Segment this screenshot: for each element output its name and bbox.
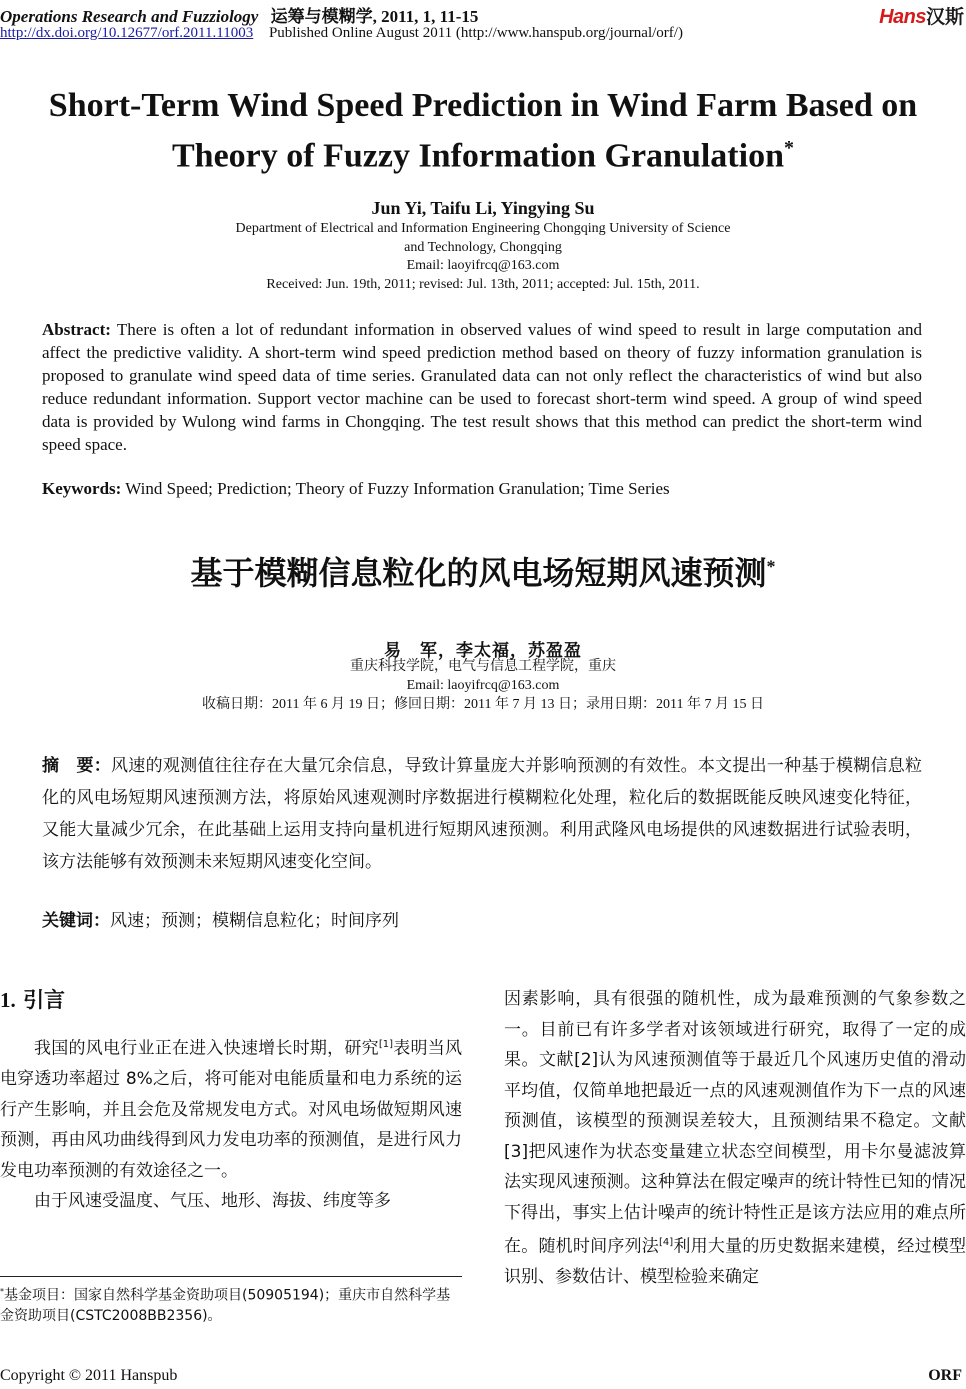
title-line-1: Short-Term Wind Speed Prediction in Wind Farm Based on xyxy=(48,87,918,124)
keywords-label-en: Keywords: xyxy=(42,479,122,498)
published-note: Published Online August 2011 (http://www.hanspub.org/journal/orf/) xyxy=(268,25,683,41)
copyright-notice: Copyright © 2011 Hanspub xyxy=(0,1367,178,1384)
journal-name: Operations Research and Fuzziology xyxy=(0,7,259,26)
section-number: 1. xyxy=(0,988,16,1012)
affiliation-cn: 重庆科技学院，电气与信息工程学院，重庆 xyxy=(350,659,616,674)
section-title: 引言 xyxy=(23,988,66,1012)
authors-en: Jun Yi, Taifu Li, Yingying Su xyxy=(371,198,595,218)
title-cn-text: 基于模糊信息粒化的风电场短期风速预测 xyxy=(190,554,767,592)
keywords-en xyxy=(42,479,922,499)
affiliation-line-1: Department of Electrical and Information Engineering Chongqing University of Science xyxy=(235,221,731,236)
title-footnote-mark: * xyxy=(783,137,794,159)
abstract-text-cn: 风速的观测值往往存在大量冗余信息，导致计算量庞大并影响预测的有效性。本文提出一种基于模糊信息粒化的风电场短期风速预测方法，将原始风速观测时序数据进行模糊粒化处理，粒化后的数据既能反映风速变化特征，又能大量减少冗余，在此基础上运用支持向量机进行短期风速预测。利用武隆风电场提供的风速数据进行试验表明，该方法能够有效预测未来短期风速变化空间。 xyxy=(42,756,923,872)
citation-1[interactable]: [1] xyxy=(378,1039,394,1050)
footnote-mark: * xyxy=(0,1287,4,1296)
citation-4[interactable]: [4] xyxy=(659,1237,674,1248)
paragraph-2: 由于风速受温度、气压、地形、海拔、纬度等多 xyxy=(34,1191,391,1212)
paper-title-cn xyxy=(0,548,966,594)
keywords-text-cn: 风速；预测；模糊信息粒化；时间序列 xyxy=(110,911,399,931)
body-column-left xyxy=(0,1030,462,1217)
affiliation-line-2: and Technology, Chongqing xyxy=(404,239,562,255)
paragraph-2-continued xyxy=(504,984,966,1293)
abstract-label-en: Abstract: xyxy=(42,320,111,339)
abstract-cn xyxy=(42,750,922,878)
affiliation-en xyxy=(0,220,966,294)
section-heading xyxy=(0,984,65,1014)
doi-link[interactable]: http://dx.doi.org/10.12677/orf.2011.11003 xyxy=(0,25,254,41)
paragraph-1-text-a: 我国的风电行业正在进入快速增长时期，研究 xyxy=(34,1038,379,1059)
paragraph-2-text-a: 因素影响，具有很强的随机性，成为最难预测的气象参数之一。目前已有许多学者对该领域进行研究，取得了一定的成果。文献[2]认为风速预测值等于最近几个风速历史值的滑动平均值，仅简单地把最近一点的风速观测值作为下一点的风速预测值，该模型的预测误差较大，且预测结果不稳定。文献[3]把风速作为状态变量建立状态空间模型，用卡尔曼滤波算法实现风速预测。这种算法在假定噪声的统计特性已知的情况下得出，事实上估计噪声的统计特性正是该方法应用的难点所在。随机时间序列法 xyxy=(504,989,966,1257)
paragraph-2-text-b: 利用大量的历史数据来建模，经过模型识别、参数估计、模型检验来确定 xyxy=(504,1236,966,1288)
keywords-label-cn: 关键词： xyxy=(42,911,110,931)
body-column-right xyxy=(504,984,966,1293)
title-cn-footnote-mark: * xyxy=(766,556,776,577)
keywords-text-en: Wind Speed; Prediction; Theory of Fuzzy Information Granulation; Time Series xyxy=(125,479,670,498)
paragraph-1-text-b: 表明当风电穿透功率超过 8%之后，将可能对电能质量和电力系统的运行产生影响，并且会危及常规发电方式。对风电场做短期风速预测，再由风功曲线得到风力发电功率的预测值，是进行风力发电功率预测的有效途径之一。 xyxy=(0,1038,463,1181)
abstract-label-cn: 摘 要： xyxy=(42,756,112,776)
paragraph-1 xyxy=(0,1030,462,1186)
keywords-cn xyxy=(42,906,922,931)
paper-title-en xyxy=(0,84,966,177)
logo-text-en: Hans xyxy=(879,6,926,28)
email-en: Email: laoyifrcq@163.com xyxy=(406,258,560,273)
abstract-en xyxy=(42,318,922,456)
running-header-journal xyxy=(0,2,478,27)
authors-cn: 易 军，李太福，苏盈盈 xyxy=(384,641,582,660)
running-header-doi xyxy=(0,25,683,42)
dates-cn: 收稿日期：2011 年 6 月 19 日；修回日期：2011 年 7 月 13 日；录用日期：2011 年 7 月 15 日 xyxy=(202,697,764,712)
email-cn: Email: laoyifrcq@163.com xyxy=(406,678,560,693)
title-line-2-text: Theory of Fuzzy Information Granulation xyxy=(172,137,784,175)
abstract-text-en: There is often a lot of redundant information in observed values of wind speed to result in large computation and affect the predictive validity. A short-term wind speed prediction method based on theory of fuzzy information granulation is proposed to granulate wind speed data of time series. Granulated data can not only reflect the characteristics of wind but also reduce redundant information. Support vector machine can be used to forecast short-term wind speed. A group of wind speed data is provided by Wulong wind farms in Chongqing. The test result shows that this method can predict the short-term wind speed space. xyxy=(42,320,923,454)
footnote-text: 基金项目：国家自然科学基金资助项目(50905194)；重庆市自然科学基金资助项目(CSTC2008BB2356)。 xyxy=(0,1287,451,1324)
title-line-2 xyxy=(0,127,966,177)
funding-footnote xyxy=(0,1282,462,1326)
logo-text-cn: 汉斯 xyxy=(925,6,964,28)
affiliation-cn-block xyxy=(0,657,966,714)
dates-en: Received: Jun. 19th, 2011; revised: Jul. 13th, 2011; accepted: Jul. 15th, 2011. xyxy=(266,276,700,292)
journal-abbreviation: ORF xyxy=(928,1367,962,1384)
hanspub-logo xyxy=(879,2,964,29)
footnote-divider xyxy=(0,1276,462,1277)
journal-citation: 运筹与模糊学, 2011, 1, 11-15 xyxy=(270,7,479,26)
